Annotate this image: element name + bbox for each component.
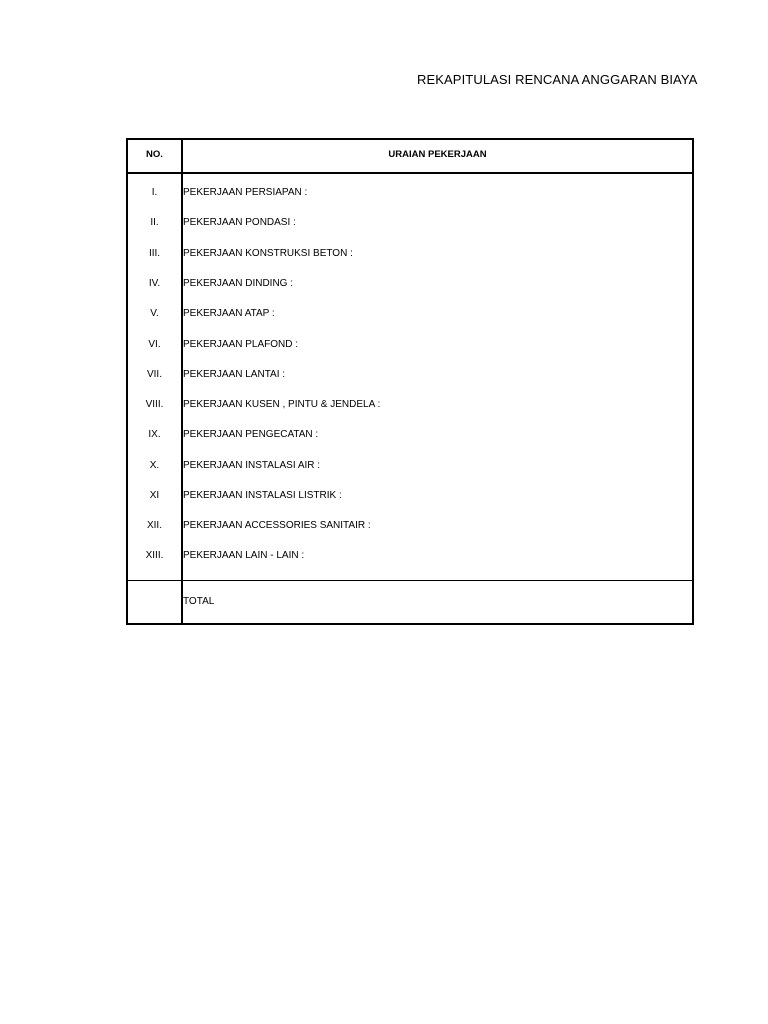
header-description: URAIAN PEKERJAAN xyxy=(388,149,487,160)
row-description: PEKERJAAN PERSIAPAN : xyxy=(183,187,308,198)
row-number: XII. xyxy=(146,520,162,531)
row-description: PEKERJAAN PENGECATAN : xyxy=(183,429,319,440)
row-number: VII. xyxy=(146,369,162,380)
document-title: REKAPITULASI RENCANA ANGGARAN BIAYA xyxy=(417,72,698,87)
budget-recap-table xyxy=(126,138,694,625)
row-number: XI xyxy=(149,490,160,501)
row-number: XIII. xyxy=(145,550,164,561)
row-description: PEKERJAAN INSTALASI AIR : xyxy=(183,460,321,471)
row-number: II. xyxy=(150,217,159,228)
row-number: III. xyxy=(148,248,161,259)
row-description: PEKERJAAN PONDASI : xyxy=(183,217,296,228)
row-number: I. xyxy=(151,187,158,198)
row-number: VI. xyxy=(148,339,161,350)
row-description: PEKERJAAN LAIN - LAIN : xyxy=(183,550,305,561)
row-number: IX. xyxy=(148,429,161,440)
row-number: IV. xyxy=(148,278,161,289)
row-description: PEKERJAAN ATAP : xyxy=(183,308,275,319)
header-no: NO. xyxy=(146,149,163,160)
total-label: TOTAL xyxy=(183,596,215,607)
header-divider xyxy=(128,172,692,174)
row-description: PEKERJAAN ACCESSORIES SANITAIR : xyxy=(183,520,371,531)
total-divider xyxy=(128,580,692,581)
row-description: PEKERJAAN DINDING : xyxy=(183,278,294,289)
row-number: VIII. xyxy=(145,399,164,410)
row-description: PEKERJAAN PLAFOND : xyxy=(183,339,299,350)
row-description: PEKERJAAN KUSEN , PINTU & JENDELA : xyxy=(183,399,381,410)
row-description: PEKERJAAN LANTAI : xyxy=(183,369,286,380)
row-description: PEKERJAAN KONSTRUKSI BETON : xyxy=(183,248,353,259)
row-number: X. xyxy=(149,460,160,471)
row-number: V. xyxy=(150,308,159,319)
row-description: PEKERJAAN INSTALASI LISTRIK : xyxy=(183,490,342,501)
